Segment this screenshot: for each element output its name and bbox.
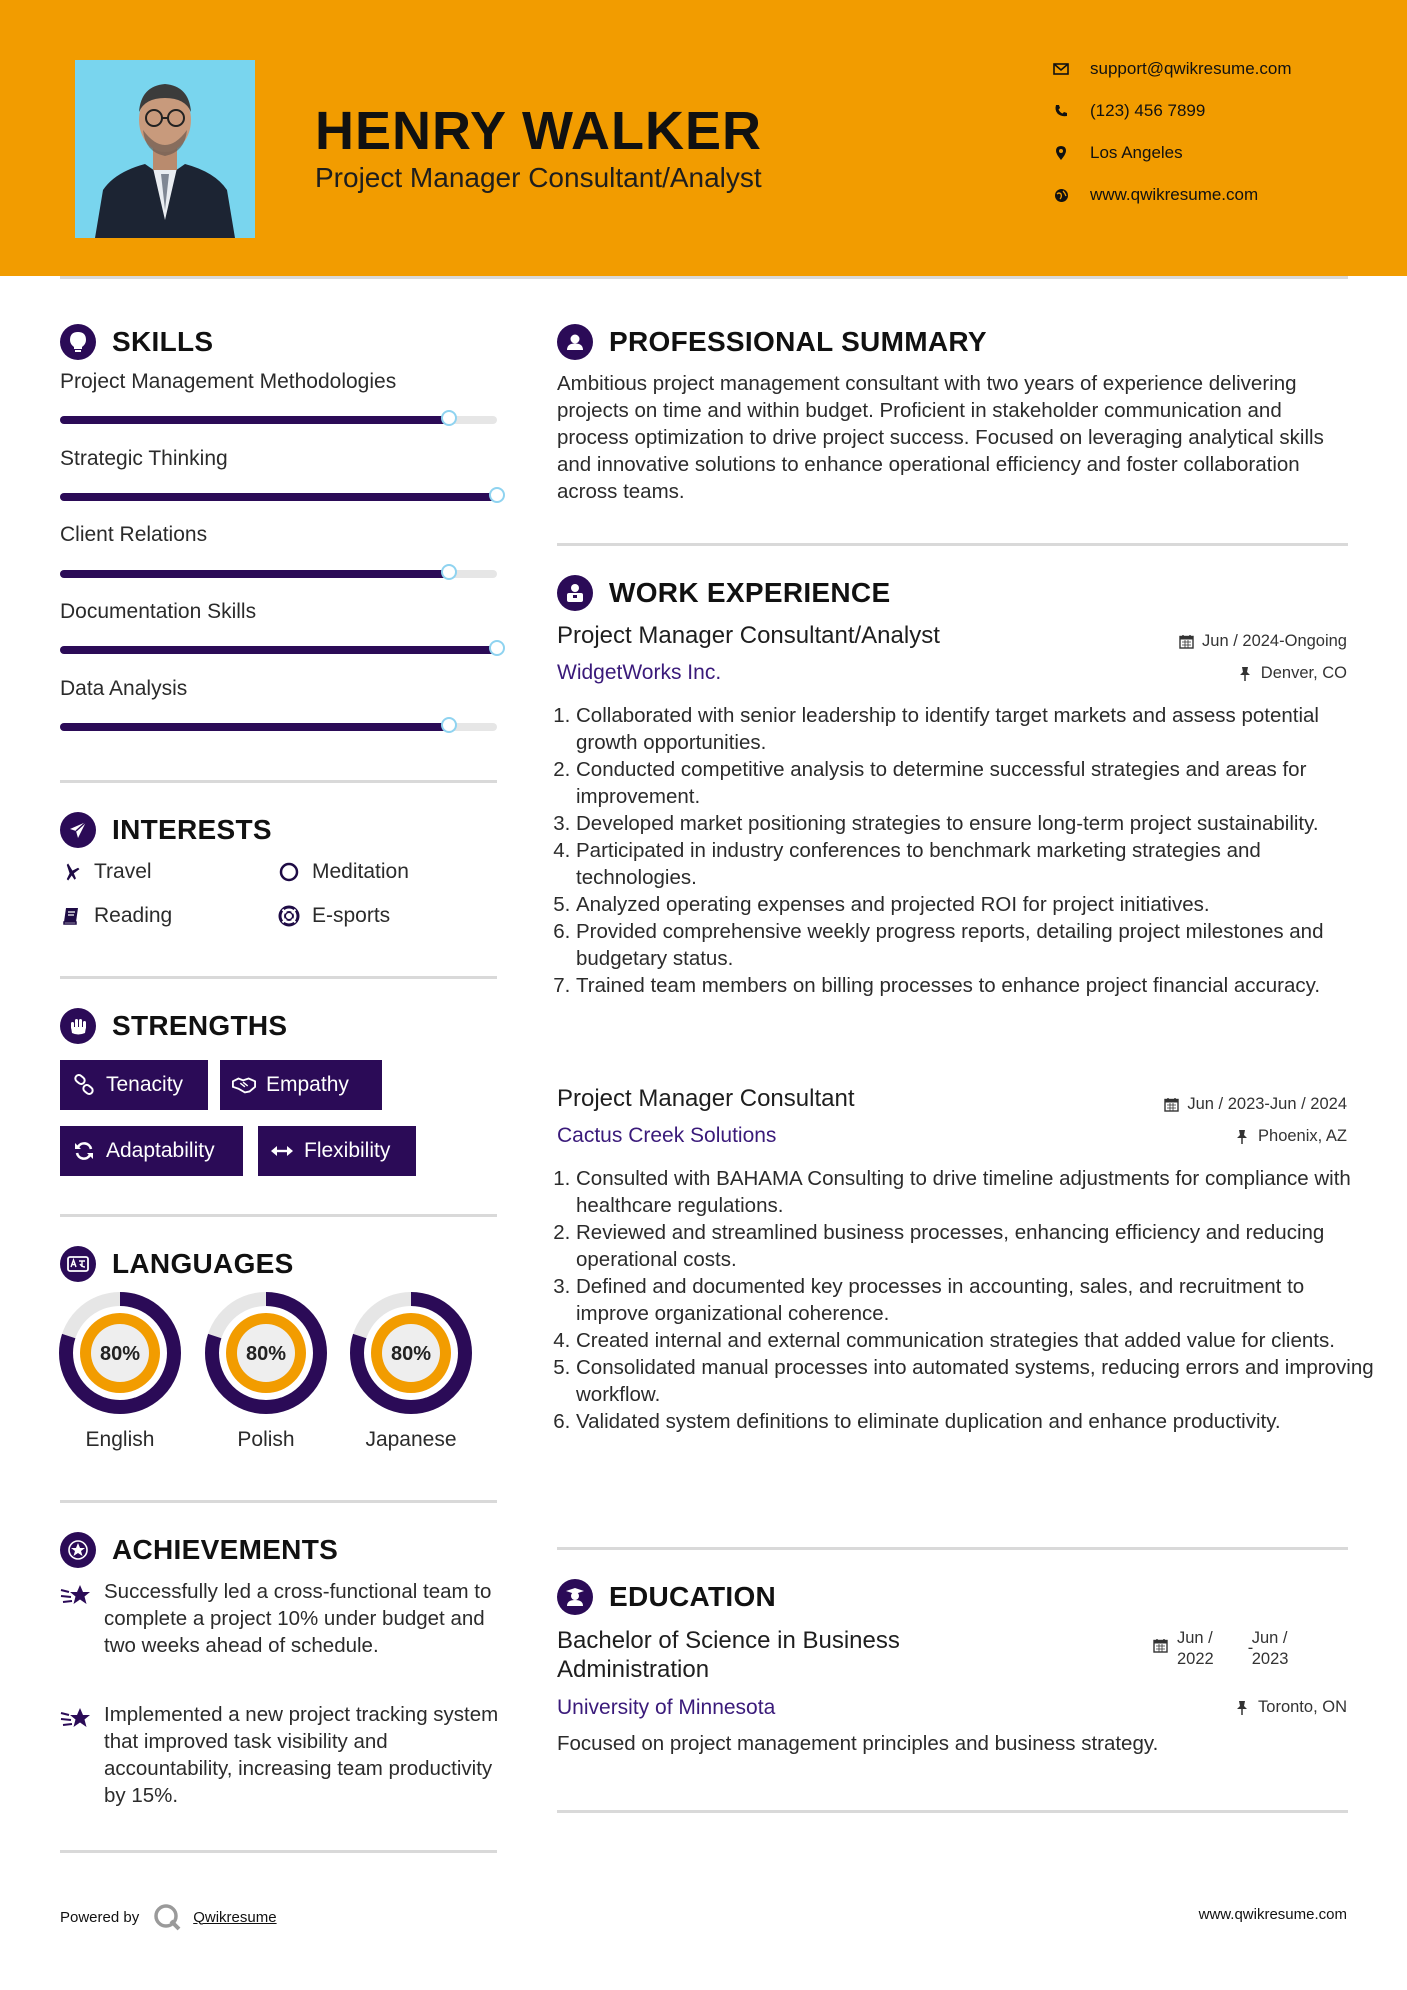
footer-website[interactable]: www.qwikresume.com [1198, 1906, 1347, 1923]
circle-icon [278, 861, 300, 883]
user-icon [557, 324, 593, 360]
job-location [1234, 1127, 1347, 1146]
language-label: Japanese [365, 1428, 457, 1451]
resume-header [0, 0, 1407, 276]
job-dates [1178, 632, 1347, 651]
contact-phone[interactable] [1050, 100, 1205, 122]
interest-label: E-sports [312, 904, 391, 927]
contact-location [1050, 142, 1183, 164]
paper-plane-icon [60, 812, 96, 848]
date-line: Jun / [1177, 1629, 1213, 1647]
shooting-star-icon [60, 1582, 92, 1610]
bullet-item: 3. Developed market positioning strategies to ensure long-term project sustainability. [576, 810, 1376, 837]
skill-bar-knob [489, 487, 505, 503]
book-icon [60, 905, 82, 927]
job-dates-text: Jun / 2024-Ongoing [1202, 632, 1347, 650]
section-divider [60, 1850, 497, 1853]
education-description: Focused on project management principles and business strategy. [557, 1732, 1159, 1755]
languages-heading [60, 1246, 294, 1282]
skill-bar-knob [489, 640, 505, 656]
pushpin-icon [1234, 1700, 1250, 1716]
skill-bar-knob [441, 564, 457, 580]
profile-photo [75, 60, 255, 238]
qwikresume-logo-icon [153, 1903, 181, 1931]
language-gauge-svg [205, 1292, 327, 1414]
job-location [1237, 664, 1347, 683]
graduate-icon [557, 1579, 593, 1615]
skill-bar-fill [60, 646, 497, 654]
briefcase-user-icon [557, 575, 593, 611]
strength-chip-flexibility [258, 1126, 416, 1176]
achievements-heading [60, 1532, 338, 1568]
job-role: Project Manager Consultant/Analyst [557, 622, 940, 649]
header-divider [60, 276, 1348, 279]
skill-bar [60, 493, 497, 501]
bullet-item: 4. Participated in industry conferences to benchmark marketing strategies and technologies. [576, 837, 1376, 891]
language-gauge-japanese [350, 1292, 472, 1414]
shooting-star-icon [60, 1705, 92, 1733]
job-location-text: Phoenix, AZ [1258, 1127, 1347, 1145]
bullet-item: 1. Consulted with BAHAMA Consulting to drive timeline adjustments for compliance with healthcare regulations. [576, 1165, 1376, 1219]
powered-by-text: Powered by [60, 1908, 140, 1926]
section-divider [557, 1810, 1348, 1813]
pushpin-icon [1237, 666, 1253, 682]
skill-label: Documentation Skills [60, 600, 257, 623]
link-icon [72, 1073, 96, 1097]
candidate-name: HENRY WALKER [315, 101, 763, 161]
education-start [1177, 1628, 1214, 1670]
envelope-icon [1050, 58, 1072, 80]
skill-bar [60, 570, 497, 578]
experience-heading [557, 575, 890, 611]
life-ring-icon [278, 905, 300, 927]
skill-bar [60, 723, 497, 731]
date-line: 2023 [1251, 1650, 1289, 1668]
section-divider [60, 1214, 497, 1217]
fist-icon [60, 1008, 96, 1044]
education-location-text: Toronto, ON [1258, 1698, 1347, 1716]
job-role: Project Manager Consultant [557, 1085, 855, 1112]
candidate-title: Project Manager Consultant/Analyst [315, 162, 762, 193]
interest-travel [60, 860, 152, 884]
summary-text: Ambitious project management consultant with two years of experience delivering projects on time and within budget. Proficient in stakeholder communication and process optimization to drive project success. Focused on leveraging analytical skills and innovative solutions to enhance operational efficiency and foster collaboration across teams. [557, 372, 1324, 503]
section-divider [60, 976, 497, 979]
job-bullets [557, 702, 1376, 999]
summary-heading [557, 324, 987, 360]
lightbulb-icon [60, 324, 96, 360]
strength-chip-empathy [220, 1060, 382, 1110]
bullet-item: 5. Consolidated manual processes into automated systems, reducing errors and improving workflow. [576, 1354, 1376, 1408]
pushpin-icon [1234, 1129, 1250, 1145]
language-label: Polish [237, 1428, 295, 1451]
education-end [1247, 1628, 1289, 1670]
bullet-item: 3. Defined and documented key processes in accounting, sales, and recruitment to improve organizational coherence. [576, 1273, 1376, 1327]
job-location-text: Denver, CO [1260, 664, 1347, 682]
phone-icon [1050, 100, 1072, 122]
section-divider [557, 543, 1348, 546]
skill-bar-knob [441, 410, 457, 426]
date-dash: - [1247, 1639, 1254, 1657]
contact-email[interactable] [1050, 58, 1292, 80]
achievements-title: ACHIEVEMENTS [112, 1534, 339, 1565]
map-pin-icon [1050, 142, 1072, 164]
language-label: English [85, 1428, 155, 1451]
contact-phone-text: (123) 456 7899 [1090, 101, 1206, 120]
plane-icon [60, 861, 82, 883]
arrows-horizontal-icon [270, 1139, 294, 1163]
achievement-item: Implemented a new project tracking system that improved task visibility and accountability, increasing team productivity by 15%. [104, 1703, 499, 1807]
strength-label: Empathy [266, 1073, 349, 1096]
handshake-icon [232, 1073, 256, 1097]
language-gauge-svg [59, 1292, 181, 1414]
achievement-item: Successfully led a cross-functional team to complete a project 10% under budget and two weeks ahead of schedule. [104, 1580, 492, 1657]
job-dates-text: Jun / 2023-Jun / 2024 [1187, 1095, 1347, 1113]
strength-label: Tenacity [106, 1073, 184, 1096]
job-dates [1163, 1095, 1347, 1114]
education-title: EDUCATION [609, 1581, 777, 1612]
section-divider [557, 1547, 1348, 1550]
calendar-icon [1178, 634, 1194, 650]
star-badge-icon [60, 1532, 96, 1568]
date-line: Jun / [1251, 1629, 1288, 1647]
footer-powered-by [60, 1903, 277, 1931]
skill-bar-fill [60, 493, 497, 501]
bullet-item: 7. Trained team members on billing processes to enhance project financial accuracy. [576, 972, 1376, 999]
section-divider [60, 780, 497, 783]
languages-title: LANGUAGES [112, 1248, 294, 1279]
interests-title: INTERESTS [112, 814, 272, 845]
bullet-item: 2. Conducted competitive analysis to determine successful strategies and areas for improvement. [576, 756, 1376, 810]
interest-reading [60, 904, 172, 928]
bullet-item: 5. Analyzed operating expenses and projected ROI for project initiatives. [576, 891, 1376, 918]
skills-heading [60, 324, 213, 360]
skill-label: Strategic Thinking [60, 447, 228, 470]
bullet-item: 6. Validated system definitions to eliminate duplication and enhance productivity. [576, 1408, 1376, 1435]
strengths-heading [60, 1008, 287, 1044]
date-line: 2022 [1177, 1650, 1214, 1668]
language-gauge-polish [205, 1292, 327, 1414]
education-dates [1153, 1628, 1288, 1670]
skill-label: Data Analysis [60, 677, 188, 700]
gauge-percent: 80% [245, 1343, 287, 1365]
skill-bar [60, 416, 497, 424]
degree-line: Bachelor of Science in Business [557, 1627, 900, 1654]
strength-label: Adaptability [106, 1139, 215, 1162]
education-degree [557, 1626, 900, 1684]
skill-label: Project Management Methodologies [60, 370, 397, 393]
skills-title: SKILLS [112, 326, 214, 357]
interests-heading [60, 812, 272, 848]
strengths-title: STRENGTHS [112, 1010, 288, 1041]
gauge-percent: 80% [99, 1343, 141, 1365]
degree-line: Administration [557, 1656, 710, 1683]
experience-title: WORK EXPERIENCE [609, 577, 891, 608]
interest-meditation [278, 860, 409, 884]
interest-label: Reading [94, 904, 173, 927]
strength-chip-tenacity [60, 1060, 208, 1110]
job-company: WidgetWorks Inc. [557, 661, 722, 684]
interest-label: Travel [94, 860, 152, 883]
globe-icon [1050, 184, 1072, 206]
bullet-item: 4. Created internal and external communication strategies that added value for clients. [576, 1327, 1376, 1354]
language-gauge-svg [350, 1292, 472, 1414]
language-icon [60, 1246, 96, 1282]
job-bullets [557, 1165, 1376, 1435]
skill-bar-fill [60, 416, 449, 424]
interest-label: Meditation [312, 860, 409, 883]
calendar-icon [1163, 1097, 1179, 1113]
calendar-icon [1153, 1638, 1169, 1654]
summary-title: PROFESSIONAL SUMMARY [609, 326, 987, 357]
education-location [1234, 1698, 1347, 1717]
interest-esports [278, 904, 390, 928]
skill-bar [60, 646, 497, 654]
contact-location-text: Los Angeles [1090, 143, 1183, 162]
contact-website-text: www.qwikresume.com [1090, 185, 1259, 204]
education-school: University of Minnesota [557, 1696, 776, 1719]
refresh-icon [72, 1139, 96, 1163]
contact-email-text: support@qwikresume.com [1090, 59, 1292, 78]
section-divider [60, 1500, 497, 1503]
education-heading [557, 1579, 776, 1615]
job-company: Cactus Creek Solutions [557, 1124, 777, 1147]
bullet-item: 1. Collaborated with senior leadership to identify target markets and assess potential growth opportunities. [576, 702, 1376, 756]
footer-brand-link[interactable]: Qwikresume [193, 1908, 277, 1926]
skill-label: Client Relations [60, 523, 208, 546]
skill-bar-fill [60, 570, 449, 578]
skill-bar-fill [60, 723, 449, 731]
bullet-item: 2. Reviewed and streamlined business processes, enhancing efficiency and reducing operational costs. [576, 1219, 1376, 1273]
bullet-item: 6. Provided comprehensive weekly progress reports, detailing project milestones and budgetary status. [576, 918, 1376, 972]
contact-website[interactable] [1050, 184, 1258, 206]
skill-bar-knob [441, 717, 457, 733]
strength-label: Flexibility [304, 1139, 391, 1162]
strength-chip-adaptability [60, 1126, 243, 1176]
gauge-percent: 80% [390, 1343, 432, 1365]
language-gauge-english [59, 1292, 181, 1414]
